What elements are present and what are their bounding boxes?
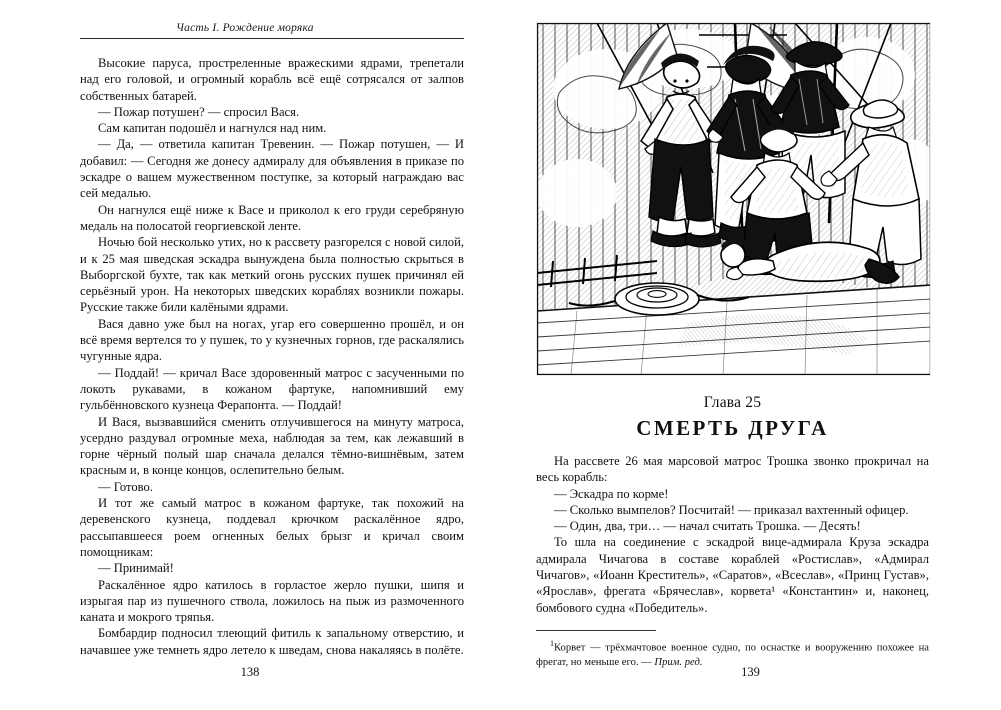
footnote-source: Прим. ред. — [654, 656, 703, 668]
paragraph: Высокие паруса, простреленные вражескими ядрами, трепетали над его головой, и огромный корабль всё ещё сотрясался от залпов собственных батарей. — [80, 56, 464, 103]
paragraph: — Поддай! — кричал Васе здоровенный матрос с засученными по локоть рукавами, в кожаном фартуке, напомнивший ему гульбённовского кузнеца Ферапонта. — Поддай! — [80, 365, 464, 413]
footnote-marker: 1 — [550, 638, 554, 648]
paragraph: — Пожар потушен? — спросил Вася. — [98, 104, 300, 119]
chapter-title: СМЕРТЬ ДРУГА — [636, 416, 829, 440]
paragraph: Вася давно уже был на ногах, угар его совершенно прошёл, и он всё время вертелся то у пушек, то у кузнечных горнов, где раскалялись чугунные ядра. — [80, 316, 464, 364]
right-page — [500, 0, 1001, 710]
paragraph: — Да, — ответила капитан Тревенин. — Пожар потушен, — И добавил: — Сегодня же донесу адмиралу для объявления в приказе по эскадре о вашем мужественном поступке, за который награждаю вас сей медалью. — [80, 137, 464, 201]
right-page-body — [536, 453, 929, 616]
paragraph: — Один, два, три… — начал считать Трошка. — Десять! — [554, 519, 861, 534]
paragraph: — Готово. — [98, 479, 153, 494]
left-page-body — [80, 55, 464, 658]
paragraph: Ночью бой несколько утих, но к рассвету разгорелся с новой силой, и к 25 мая шведская эскадра вынуждена была полностью скрыться в Выборгской бухте, так как меткий огонь русских пушек причинял ей серьёзный урон. На некоторых шведских кораблях возникли пожары. Русские также били калёными ядрами. — [80, 235, 464, 315]
footnote-rule — [536, 630, 656, 631]
paragraph: Он нагнулся ещё ниже к Васе и приколол к его груди серебряную медаль на полосатой георгиевской ленте. — [80, 202, 464, 233]
deck-battle-scene-illustration — [536, 22, 931, 376]
left-page — [0, 0, 500, 710]
paragraph: На рассвете 26 мая марсовой матрос Трошка звонко прокричал на весь корабль: — [536, 454, 929, 485]
paragraph: — Сколько вымпелов? Посчитай! — приказал вахтенный офицер. — [554, 502, 909, 517]
running-head: Часть I. Рождение моряка — [176, 22, 314, 34]
paragraph: — Эскадра по корме! — [554, 486, 669, 501]
paragraph: То шла на соединение с эскадрой вице-адмирала Круза эскадра адмирала Чичагова в составе кораблей «Ростислав», «Адмирал Чичагов», «Иоанн Креститель», «Саратов», «Всеслав», «Принц Густав», «Ярослав», фрегата «Брячеслав», корвета¹ «Константин» и, наконец, бомбового судна «Победитель». — [536, 535, 929, 615]
paragraph: И Вася, вызвавшийся сменить отлучившегося на минуту матроса, усердно раздувал огромные меха, наблюдая за тем, как лежавший в горне чёрный полый шар сначала делался тёмно-вишнёвым, затем красным и, в конце концов, ослепительно белым. — [80, 414, 464, 478]
page-number: 138 — [240, 665, 260, 679]
paragraph: Бомбардир подносил тлеющий фитиль к запальному отверстию, и начавшее уже темнеть ядро летело к шведам, снова накаляясь в полёте. — [80, 626, 464, 657]
paragraph: Сам капитан подошёл и нагнулся над ним. — [98, 121, 327, 136]
footnote-text: Корвет — трёхмачтовое военное судно, по оснастке и вооружению похожее на фрегат, но меньше его. — — [536, 642, 929, 668]
page-number: 139 — [741, 665, 760, 679]
paragraph: Раскалённое ядро катилось в горластое жерло пушки, шипя и изрыгая пар из пушечного ствола, ложилось на пыж из размоченного каната и мокрого тряпья. — [80, 577, 464, 625]
paragraph: — Принимай! — [98, 561, 174, 576]
paragraph: И тот же самый матрос в кожаном фартуке, так похожий на деревенского кузнеца, поддевал крючком раскалённое ядро, рассыпавшееся роем огненных белых брызг и кричал своим помощникам: — [80, 496, 464, 559]
header-rule — [80, 38, 464, 39]
chapter-number: Глава 25 — [703, 394, 762, 411]
